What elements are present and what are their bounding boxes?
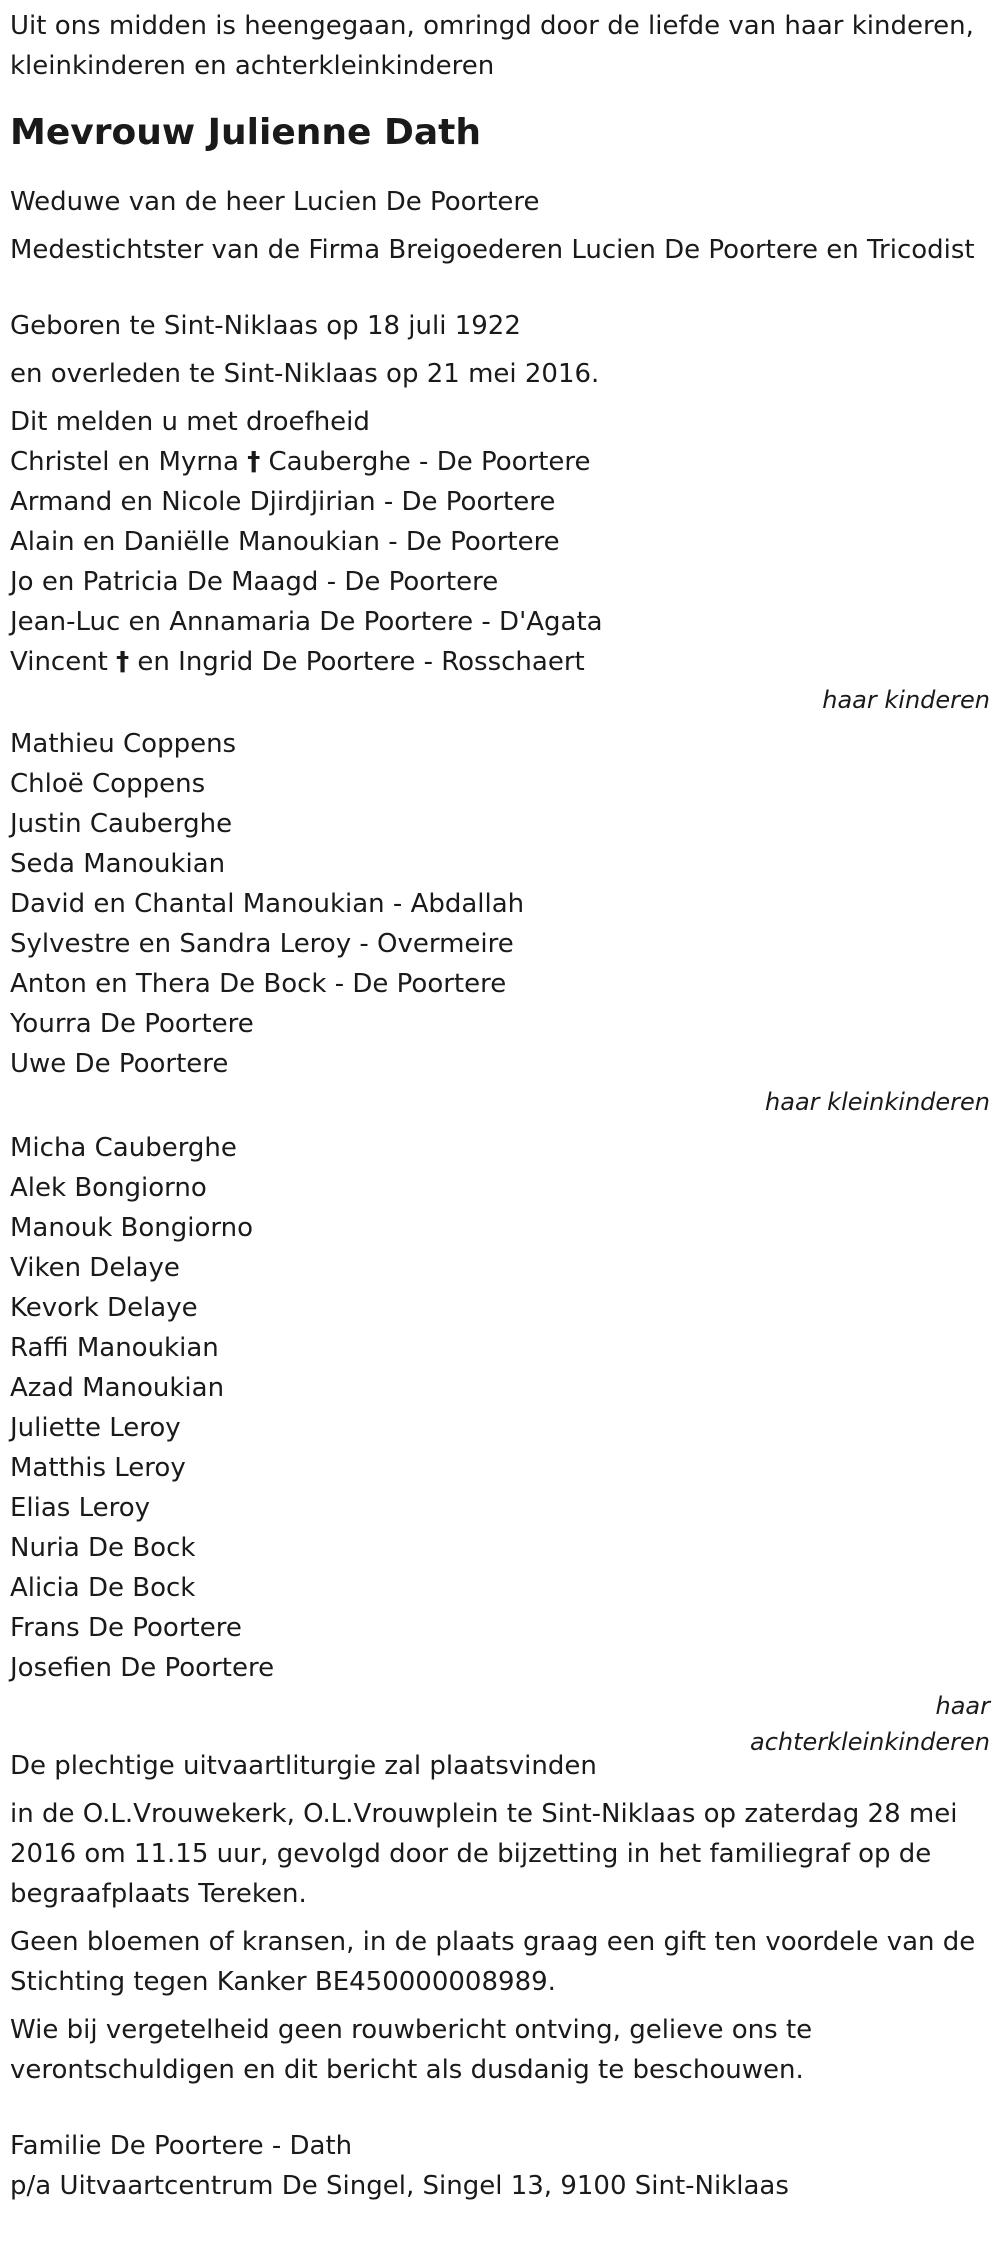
born-line: Geboren te Sint-Niklaas op 18 juli 1922 xyxy=(10,311,521,341)
list-item: Alek Bongiorno xyxy=(10,1173,207,1203)
list-item: Uwe De Poortere xyxy=(10,1049,229,1079)
widow-line: Weduwe van de heer Lucien De Poortere xyxy=(10,187,540,217)
announce-line: Dit melden u met droefheid xyxy=(10,407,370,437)
list-item: Micha Cauberghe xyxy=(10,1133,237,1163)
children-role: haar kinderen xyxy=(822,686,990,714)
cross-icon: † xyxy=(247,447,261,477)
list-item: Seda Manoukian xyxy=(10,849,226,879)
list-item: Azad Manoukian xyxy=(10,1373,225,1403)
list-item: Matthis Leroy xyxy=(10,1453,186,1483)
great-grandchildren-role: haar achterkleinkinderen xyxy=(750,1692,990,1756)
list-item: Frans De Poortere xyxy=(10,1613,242,1643)
list-item: Yourra De Poortere xyxy=(10,1009,254,1039)
deceased-name: Mevrouw Julienne Dath xyxy=(10,112,481,153)
funeral-intro: De plechtige uitvaartliturgie zal plaatsvinden xyxy=(10,1751,597,1781)
died-line: en overleden te Sint-Niklaas op 21 mei 2016. xyxy=(10,359,600,389)
list-item: Viken Delaye xyxy=(10,1253,180,1283)
founder-line: Medestichtster van de Firma Breigoederen Lucien De Poortere en Tricodist xyxy=(10,235,975,265)
list-item: Sylvestre en Sandra Leroy - Overmeire xyxy=(10,929,514,959)
list-item: Jo en Patricia De Maagd - De Poortere xyxy=(10,567,499,597)
list-item: Elias Leroy xyxy=(10,1493,151,1523)
children-list xyxy=(10,442,990,682)
intro-text: Uit ons midden is heengegaan, omringd door de liefde van haar kinderen, kleinkinderen en achterkleinkinderen xyxy=(10,11,974,81)
list-item: Josefien De Poortere xyxy=(10,1653,275,1683)
grandchildren-list xyxy=(10,724,990,1084)
funeral-intro-row xyxy=(10,1692,990,1786)
list-item: Raffi Manoukian xyxy=(10,1333,219,1363)
list-item: Manouk Bongiorno xyxy=(10,1213,254,1243)
family-name: Familie De Poortere - Dath xyxy=(10,2131,353,2161)
list-item: Jean-Luc en Annamaria De Poortere - D'Agata xyxy=(10,607,603,637)
funeral-details: in de O.L.Vrouwekerk, O.L.Vrouwplein te Sint-Niklaas op zaterdag 28 mei 2016 om 11.15 uur, gevolgd door de bijzetting in het familiegraf op de begraafplaats Tereken. xyxy=(10,1799,958,1909)
list-item: Alicia De Bock xyxy=(10,1573,196,1603)
list-item: Mathieu Coppens xyxy=(10,729,237,759)
address-line: p/a Uitvaartcentrum De Singel, Singel 13, 9100 Sint-Niklaas xyxy=(10,2171,789,2201)
list-item: Chloë Coppens xyxy=(10,769,206,799)
list-item: Alain en Daniëlle Manoukian - De Poortere xyxy=(10,527,560,557)
signature-block xyxy=(10,2126,990,2206)
cross-icon: † xyxy=(116,647,130,677)
list-item: Anton en Thera De Bock - De Poortere xyxy=(10,969,507,999)
list-item: Nuria De Bock xyxy=(10,1533,196,1563)
list-item: Vincent † en Ingrid De Poortere - Rosschaert xyxy=(10,647,585,677)
grandchildren-role: haar kleinkinderen xyxy=(765,1088,990,1116)
apology-text: Wie bij vergetelheid geen rouwbericht ontving, gelieve ons te verontschuldigen en dit bericht als dusdanig te beschouwen. xyxy=(10,2015,813,2085)
list-item: Justin Cauberghe xyxy=(10,809,233,839)
flowers-text: Geen bloemen of kransen, in de plaats graag een gift ten voordele van de Stichting tegen Kanker BE450000008989. xyxy=(10,1927,976,1997)
list-item: Kevork Delaye xyxy=(10,1293,198,1323)
list-item: Juliette Leroy xyxy=(10,1413,181,1443)
list-item: Armand en Nicole Djirdjirian - De Poortere xyxy=(10,487,556,517)
list-item: David en Chantal Manoukian - Abdallah xyxy=(10,889,525,919)
list-item: Christel en Myrna † Cauberghe - De Poortere xyxy=(10,447,591,477)
great-grandchildren-list xyxy=(10,1128,990,1688)
